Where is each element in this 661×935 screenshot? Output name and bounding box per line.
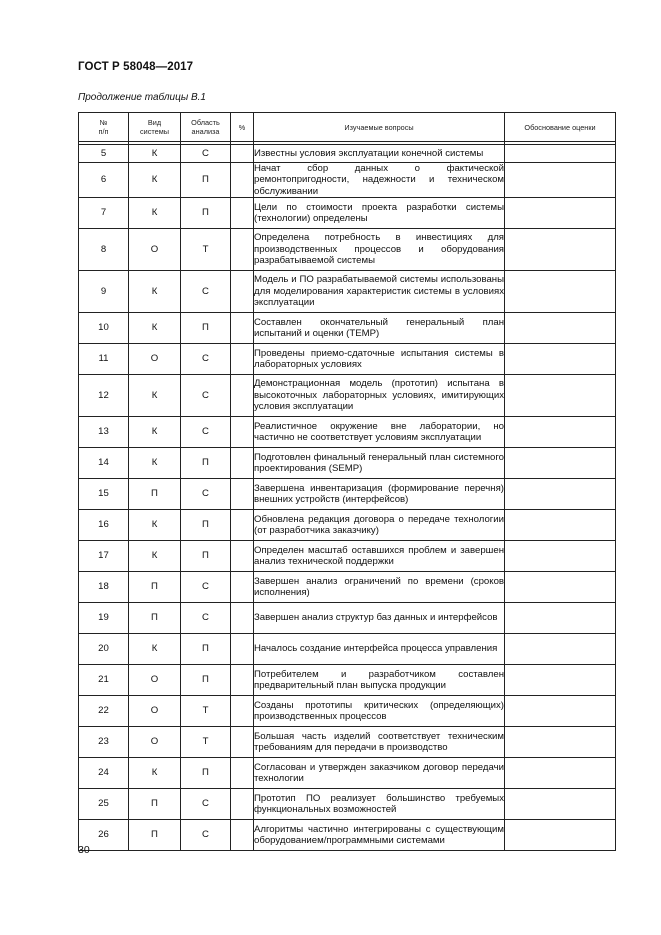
row-number: 20	[79, 633, 129, 664]
row-system-type: К	[129, 197, 181, 228]
row-system-type: К	[129, 509, 181, 540]
table-row	[79, 571, 616, 602]
row-system-type: П	[129, 571, 181, 602]
row-system-type: П	[129, 602, 181, 633]
table-row	[79, 270, 616, 312]
row-system-type: К	[129, 416, 181, 447]
header-questions: Изучаемые вопросы	[254, 113, 505, 142]
row-analysis-area: Т	[181, 228, 231, 270]
row-question: Созданы прототипы критических (определяющих) производственных процессов	[254, 695, 505, 726]
row-question: Завершена инвентаризация (формирование перечня) внешних устройств (интерфейсов)	[254, 478, 505, 509]
table-row	[79, 602, 616, 633]
row-justification	[505, 540, 616, 571]
row-number: 6	[79, 163, 129, 198]
row-question: Завершен анализ структур баз данных и интерфейсов	[254, 602, 505, 633]
row-system-type: К	[129, 374, 181, 416]
row-question: Реалистичное окружение вне лаборатории, но частично не соответствует условиям эксплуатации	[254, 416, 505, 447]
row-question: Цели по стоимости проекта разработки системы (технологии) определены	[254, 197, 505, 228]
row-number: 14	[79, 447, 129, 478]
row-number: 18	[79, 571, 129, 602]
row-question: Началось создание интерфейса процесса управления	[254, 633, 505, 664]
table-row	[79, 726, 616, 757]
row-number: 22	[79, 695, 129, 726]
table-row	[79, 788, 616, 819]
row-justification	[505, 163, 616, 198]
table-row	[79, 664, 616, 695]
table-row	[79, 819, 616, 850]
row-system-type: К	[129, 270, 181, 312]
row-number: 13	[79, 416, 129, 447]
row-percent	[231, 633, 254, 664]
row-justification	[505, 695, 616, 726]
row-justification	[505, 602, 616, 633]
row-justification	[505, 374, 616, 416]
row-number: 8	[79, 228, 129, 270]
row-analysis-area: С	[181, 145, 231, 163]
table-row	[79, 343, 616, 374]
row-number: 10	[79, 312, 129, 343]
row-system-type: К	[129, 633, 181, 664]
assessment-table	[78, 112, 616, 851]
row-percent	[231, 819, 254, 850]
row-system-type: К	[129, 163, 181, 198]
row-number: 15	[79, 478, 129, 509]
row-question: Начат сбор данных о фактической ремонтопригодности, надежности и техническом обслуживании	[254, 163, 504, 197]
header-percent: %	[231, 113, 254, 142]
table-row	[79, 416, 616, 447]
table-row	[79, 478, 616, 509]
row-system-type: К	[129, 312, 181, 343]
row-percent	[231, 145, 254, 163]
row-analysis-area: П	[181, 757, 231, 788]
row-percent	[231, 664, 254, 695]
header-justification: Обоснование оценки	[505, 113, 616, 142]
row-question: Прототип ПО реализует большинство требуемых функциональных возможностей	[254, 788, 505, 819]
header-analysis-area: Область анализа	[181, 113, 231, 142]
table-header-row	[79, 113, 616, 142]
row-analysis-area: П	[181, 163, 231, 198]
row-percent	[231, 509, 254, 540]
row-percent	[231, 228, 254, 270]
row-percent	[231, 447, 254, 478]
row-justification	[505, 228, 616, 270]
row-percent	[231, 602, 254, 633]
row-percent	[231, 726, 254, 757]
row-justification	[505, 788, 616, 819]
row-system-type: К	[129, 757, 181, 788]
document-title: ГОСТ Р 58048—2017	[78, 61, 194, 73]
row-justification	[505, 343, 616, 374]
table-row	[79, 695, 616, 726]
row-percent	[231, 312, 254, 343]
row-justification	[505, 757, 616, 788]
row-analysis-area: П	[181, 447, 231, 478]
row-analysis-area: П	[181, 633, 231, 664]
row-analysis-area: С	[181, 270, 231, 312]
row-percent	[231, 757, 254, 788]
table-row	[79, 197, 616, 228]
row-number: 5	[79, 145, 129, 163]
row-number: 16	[79, 509, 129, 540]
row-number: 24	[79, 757, 129, 788]
row-analysis-area: П	[181, 540, 231, 571]
row-number: 12	[79, 374, 129, 416]
row-system-type: К	[129, 540, 181, 571]
row-question: Известны условия эксплуатации конечной системы	[254, 145, 505, 163]
row-analysis-area: С	[181, 788, 231, 819]
row-question: Большая часть изделий соответствует техническим требованиям для передачи в производство	[254, 726, 505, 757]
row-justification	[505, 478, 616, 509]
row-question: Согласован и утвержден заказчиком договор передачи технологии	[254, 757, 505, 788]
table-row	[79, 540, 616, 571]
row-number: 11	[79, 343, 129, 374]
row-percent	[231, 343, 254, 374]
row-percent	[231, 788, 254, 819]
row-question: Алгоритмы частично интегрированы с существующим оборудованием/программными системами	[254, 819, 505, 850]
row-percent	[231, 695, 254, 726]
row-system-type: О	[129, 695, 181, 726]
row-system-type: П	[129, 788, 181, 819]
row-system-type: О	[129, 228, 181, 270]
row-question: Потребителем и разработчиком составлен предварительный план выпуска продукции	[254, 664, 505, 695]
row-analysis-area: С	[181, 602, 231, 633]
row-analysis-area: С	[181, 819, 231, 850]
row-justification	[505, 270, 616, 312]
row-system-type: К	[129, 447, 181, 478]
row-percent	[231, 270, 254, 312]
row-system-type: О	[129, 664, 181, 695]
row-percent	[231, 416, 254, 447]
table-row	[79, 228, 616, 270]
row-system-type: К	[129, 145, 181, 163]
row-analysis-area: С	[181, 343, 231, 374]
row-question: Модель и ПО разрабатываемой системы использованы для моделирования характеристик системы в условиях эксплуатации	[254, 270, 505, 312]
row-system-type: О	[129, 343, 181, 374]
row-justification	[505, 664, 616, 695]
row-percent	[231, 478, 254, 509]
row-question: Составлен окончательный генеральный план испытаний и оценки (TEMP)	[254, 312, 505, 343]
row-analysis-area: С	[181, 571, 231, 602]
row-number: 17	[79, 540, 129, 571]
table-caption: Продолжение таблицы В.1	[78, 92, 206, 103]
row-number: 9	[79, 270, 129, 312]
header-num: № п/п	[79, 113, 129, 142]
table-row	[79, 509, 616, 540]
row-analysis-area: П	[181, 197, 231, 228]
row-justification	[505, 197, 616, 228]
row-number: 26	[79, 819, 129, 850]
table-row	[79, 633, 616, 664]
row-system-type: П	[129, 478, 181, 509]
row-question: Проведены приемо-сдаточные испытания системы в лабораторных условиях	[254, 343, 505, 374]
table-row	[79, 312, 616, 343]
row-justification	[505, 509, 616, 540]
row-question: Определен масштаб оставшихся проблем и завершен анализ технической поддержки	[254, 540, 505, 571]
header-system-type: Вид системы	[129, 113, 181, 142]
row-number: 7	[79, 197, 129, 228]
row-percent	[231, 374, 254, 416]
table-row	[79, 145, 616, 163]
row-number: 23	[79, 726, 129, 757]
row-number: 25	[79, 788, 129, 819]
row-question: Завершен анализ ограничений по времени (сроков исполнения)	[254, 571, 505, 602]
row-percent	[231, 571, 254, 602]
row-number: 19	[79, 602, 129, 633]
row-system-type: П	[129, 819, 181, 850]
row-question: Определена потребность в инвестициях для производственных процессов и оборудования разрабатываемой системы	[254, 228, 505, 270]
row-analysis-area: С	[181, 374, 231, 416]
row-justification	[505, 726, 616, 757]
row-analysis-area: С	[181, 478, 231, 509]
row-justification	[505, 416, 616, 447]
row-question: Демонстрационная модель (прототип) испытана в высокоточных лабораторных условиях, имитирующих условия эксплуатации	[254, 374, 505, 416]
row-analysis-area: П	[181, 664, 231, 695]
row-justification	[505, 312, 616, 343]
row-percent	[231, 540, 254, 571]
row-justification	[505, 571, 616, 602]
row-justification	[505, 447, 616, 478]
table-row	[79, 757, 616, 788]
row-justification	[505, 633, 616, 664]
row-analysis-area: П	[181, 312, 231, 343]
row-analysis-area: Т	[181, 726, 231, 757]
page-number: 30	[78, 844, 90, 856]
table-row	[79, 163, 616, 198]
table-row	[79, 447, 616, 478]
row-analysis-area: С	[181, 416, 231, 447]
row-system-type: О	[129, 726, 181, 757]
row-question: Подготовлен финальный генеральный план системного проектирования (SEMP)	[254, 447, 505, 478]
row-number: 21	[79, 664, 129, 695]
row-analysis-area: Т	[181, 695, 231, 726]
row-question: Обновлена редакция договора о передаче технологии (от разработчика заказчику)	[254, 509, 505, 540]
row-percent	[231, 163, 254, 198]
table-row	[79, 374, 616, 416]
row-percent	[231, 197, 254, 228]
row-analysis-area: П	[181, 509, 231, 540]
row-justification	[505, 819, 616, 850]
row-justification	[505, 145, 616, 163]
